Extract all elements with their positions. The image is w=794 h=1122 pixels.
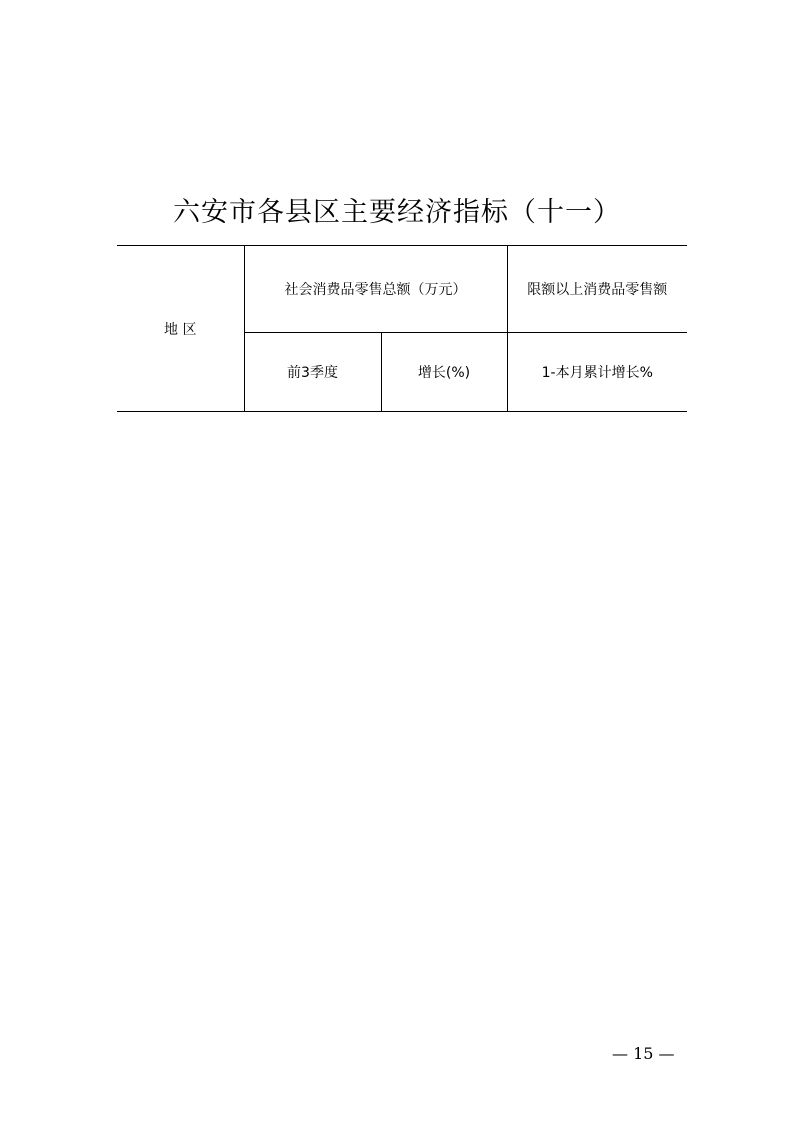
growth-pct-header: 增长(%) xyxy=(381,333,507,412)
page-title: 六安市各县区主要经济指标（十一） xyxy=(173,197,621,228)
cumulative-growth-header: 1-本月累计增长% xyxy=(507,333,687,412)
page-number: — 15 — xyxy=(612,1044,675,1063)
region-header: 地 区 xyxy=(117,246,244,412)
above-quota-retail-header: 限额以上消费品零售额 xyxy=(507,246,687,333)
economic-indicators-table xyxy=(117,245,687,412)
table-header-row xyxy=(117,246,687,333)
first-three-quarters-header: 前3季度 xyxy=(244,333,381,412)
retail-sales-header: 社会消费品零售总额（万元） xyxy=(244,246,507,333)
